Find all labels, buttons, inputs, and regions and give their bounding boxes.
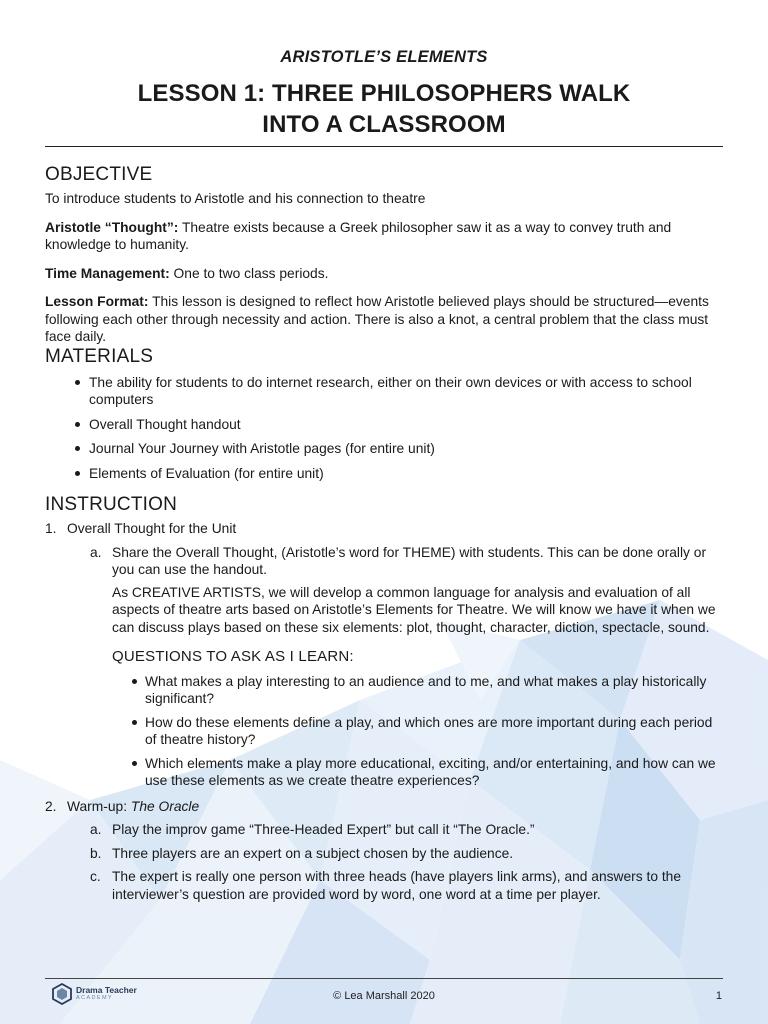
step-2-sub-a xyxy=(45,821,725,839)
page-number: 1 xyxy=(715,990,722,1002)
materials-list xyxy=(45,374,725,483)
step-title: Overall Thought for the Unit xyxy=(67,521,237,536)
aristotle-thought-label: Aristotle “Thought”: xyxy=(45,219,179,235)
objective-heading: OBJECTIVE xyxy=(45,164,153,185)
list-item: Journal Your Journey with Aristotle pages (for entire unit) xyxy=(89,440,725,458)
instruction-heading: INSTRUCTION xyxy=(45,494,178,515)
sub-letter: a. xyxy=(90,544,102,560)
list-item: Overall Thought handout xyxy=(89,416,725,434)
list-item: What makes a play interesting to an audience and to me, and what makes a play historically significant? xyxy=(145,673,725,708)
step-number: 2. xyxy=(45,798,57,814)
footer-divider xyxy=(45,978,723,979)
step-1-sub-a xyxy=(45,544,725,579)
instruction-step-1 xyxy=(45,520,725,538)
time-management-label: Time Management: xyxy=(45,265,170,281)
step-2-sub-b xyxy=(45,845,725,863)
sub-text: Share the Overall Thought, (Aristotle’s word for THEME) with students. This can be done orally or you can use the handout. xyxy=(112,544,707,577)
lesson-title-line2: INTO A CLASSROOM xyxy=(262,111,506,138)
lesson-format-text: This lesson is designed to reflect how Aristotle believed plays should be structured—events following each other through necessity and action. There is also a knot, a central problem that the class must face daily. xyxy=(45,294,709,344)
time-management-text: One to two class periods. xyxy=(169,265,329,281)
copyright: © Lea Marshall 2020 xyxy=(333,990,435,1002)
step-title-italic: The Oracle xyxy=(130,798,200,814)
sub-letter: b. xyxy=(90,845,102,861)
questions-list xyxy=(45,673,725,790)
sub-letter: a. xyxy=(90,822,102,837)
list-item: Elements of Evaluation (for entire unit) xyxy=(89,465,725,483)
instruction-step-2 xyxy=(45,798,725,816)
questions-heading: QUESTIONS TO ASK AS I LEARN: xyxy=(112,648,354,665)
list-item: How do these elements define a play, and which ones are more important during each period of theatre history? xyxy=(145,714,725,749)
lesson-content xyxy=(45,164,725,903)
aristotle-thought-text: Theatre exists because a Greek philosopher saw it as a way to convey truth and knowledge to humanity. xyxy=(45,219,672,252)
list-item: The ability for students to do internet research, either on their own devices or with access to school computers xyxy=(89,374,725,409)
sub-text: Play the improv game “Three-Headed Expert” but call it “The Oracle.” xyxy=(112,822,535,837)
materials-heading: MATERIALS xyxy=(45,345,154,367)
sub-letter: c. xyxy=(90,869,101,884)
time-management xyxy=(45,265,725,283)
step-number: 1. xyxy=(45,521,57,536)
list-item: Which elements make a play more educational, exciting, and/or entertaining, and how can we use these elements as we create theatre experiences? xyxy=(145,755,725,790)
lesson-title-line1: LESSON 1: THREE PHILOSOPHERS WALK xyxy=(137,80,631,107)
sub-text: The expert is really one person with three heads (have players link arms), and answers to the interviewer’s question are provided word by word, one word at a time per player. xyxy=(112,869,682,902)
logo-name: Drama Teacher xyxy=(76,985,137,995)
step-1-sub-a-continued: As CREATIVE ARTISTS, we will develop a common language for analysis and evaluation of all aspects of theatre arts based on Aristotle’s Elements for Theatre. We will know we have it when we can discuss plays based on these six elements: plot, thought, character, diction, spectacle, sound. xyxy=(112,584,716,635)
unit-kicker: ARISTOTLE’S ELEMENTS xyxy=(280,48,488,66)
header-divider xyxy=(45,146,723,147)
step-title-prefix: Warm-up: xyxy=(67,798,131,814)
logo-sub: ACADEMY xyxy=(76,995,113,1001)
lesson-title xyxy=(0,78,768,140)
lesson-format-label: Lesson Format: xyxy=(45,294,149,309)
step-2-sub-c xyxy=(45,868,725,903)
lesson-format xyxy=(45,293,725,346)
aristotle-thought xyxy=(45,219,725,254)
sub-text: Three players are an expert on a subject chosen by the audience. xyxy=(112,845,514,861)
objective-intro: To introduce students to Aristotle and his connection to theatre xyxy=(45,191,426,206)
